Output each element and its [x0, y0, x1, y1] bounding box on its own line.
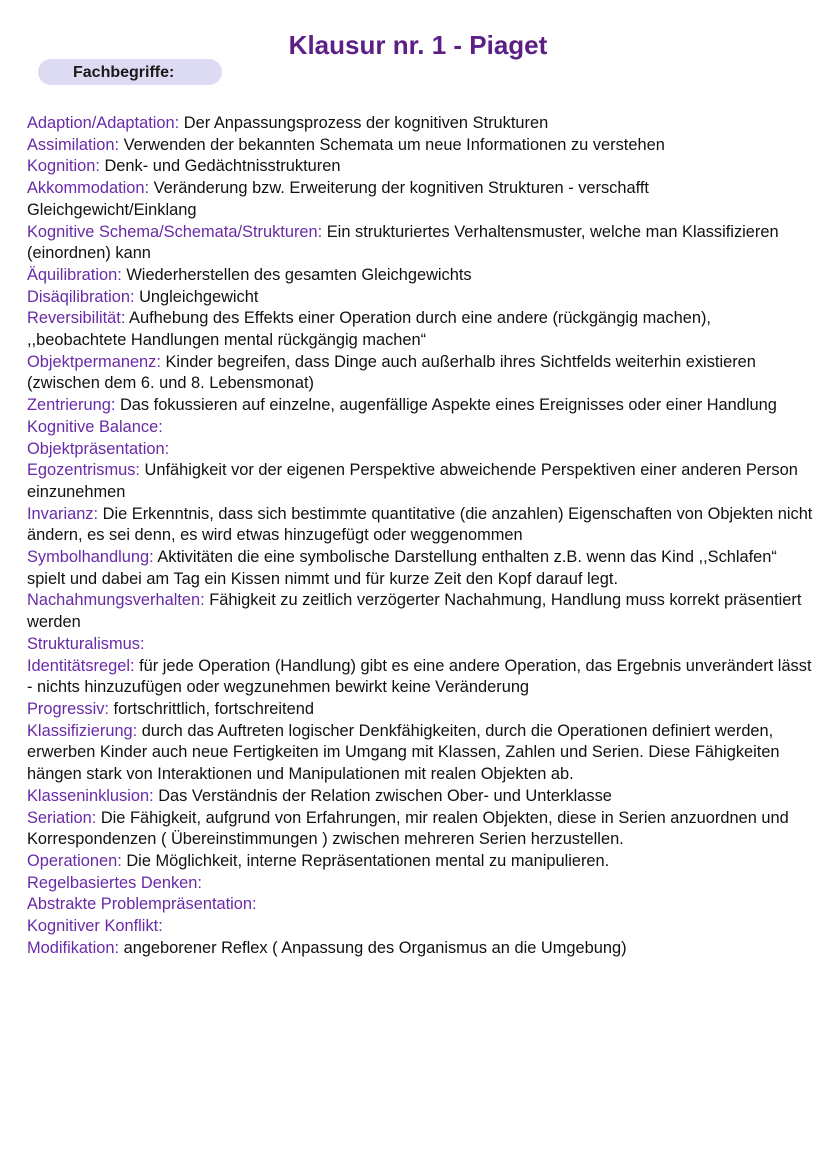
- term-item: [27, 417, 813, 439]
- term-name: Adaption/Adaptation:: [27, 114, 180, 132]
- term-definition: Veränderung bzw. Erweiterung der kognitiven Strukturen - verschafft Gleichgewicht/Einklang: [27, 179, 649, 219]
- term-name: Assimilation:: [27, 135, 119, 154]
- term-item: [27, 547, 813, 590]
- term-name: Akkommodation:: [27, 179, 150, 198]
- term-item: [27, 222, 813, 265]
- term-definition: fortschrittlich, fortschreitend: [113, 699, 314, 718]
- term-item: [27, 873, 813, 895]
- term-item: [27, 308, 813, 351]
- term-name: Klasseninklusion:: [27, 786, 154, 805]
- term-item: [27, 590, 813, 633]
- term-definition: Fähigkeit zu zeitlich verzögerter Nachahmung, Handlung muss korrekt präsentiert werden: [27, 591, 802, 632]
- term-name: Kognitive Balance:: [27, 417, 163, 436]
- term-definition: Denk- und Gedächtnisstrukturen: [104, 157, 341, 176]
- term-item: [27, 894, 813, 916]
- term-definition: Unfähigkeit vor der eigenen Perspektive abweichende Perspektiven einer anderen Person einzunehmen: [27, 461, 798, 501]
- section-badge: Fachbegriffe:: [38, 59, 222, 85]
- term-item: [27, 851, 813, 873]
- term-item: [27, 265, 813, 287]
- term-item: [27, 938, 813, 960]
- term-name: Abstrakte Problempräsentation:: [27, 895, 257, 914]
- term-name: Kognition:: [27, 157, 100, 176]
- term-name: Klassifizierung:: [27, 721, 138, 740]
- term-name: Zentrierung:: [27, 396, 116, 415]
- term-definition: Der Anpassungsprozess der kognitiven Strukturen: [183, 114, 549, 132]
- term-item: [27, 916, 813, 938]
- term-name: Reversibilität:: [27, 309, 126, 328]
- term-name: Objektpermanenz:: [27, 352, 161, 371]
- term-name: Disäqilibration:: [27, 287, 135, 306]
- term-definition: Das Verständnis der Relation zwischen Ober- und Unterklasse: [158, 786, 612, 805]
- term-definition: Verwenden der bekannten Schemata um neue Informationen zu verstehen: [123, 135, 665, 154]
- term-item: [27, 135, 813, 157]
- term-item: [27, 156, 813, 178]
- term-name: Seriation:: [27, 808, 97, 827]
- term-name: Symbolhandlung:: [27, 548, 154, 567]
- term-definition: Ein strukturiertes Verhaltensmuster, welche man Klassifizieren (einordnen) kann: [27, 222, 779, 263]
- term-name: Modifikation:: [27, 938, 120, 957]
- term-item: [27, 808, 813, 851]
- term-definition: angeborener Reflex ( Anpassung des Organismus an die Umgebung): [123, 938, 627, 957]
- term-item: [27, 634, 813, 656]
- term-item: [27, 113, 813, 135]
- term-name: Progressiv:: [27, 699, 109, 718]
- term-name: Nachahmungsverhalten:: [27, 591, 205, 610]
- term-name: Identitätsregel:: [27, 656, 135, 675]
- term-item: [27, 699, 813, 721]
- term-definition: Die Möglichkeit, interne Repräsentationen mental zu manipulieren.: [126, 851, 610, 870]
- term-name: Strukturalismus:: [27, 634, 145, 653]
- term-item: [27, 287, 813, 309]
- term-name: Kognitive Schema/Schemata/Strukturen:: [27, 222, 323, 241]
- term-definition: Das fokussieren auf einzelne, augenfällige Aspekte eines Ereignisses oder einer Handlung: [119, 396, 777, 415]
- term-definition: durch das Auftreten logischer Denkfähigkeiten, durch die Operationen definiert werden, erwerben Kinder auch neue Fertigkeiten im Umgang mit Klassen, Zahlen und Serien. Diese Fähigkeiten hängen stark von Interaktionen und Manipulationen mit realen Objekten ab.: [27, 721, 780, 784]
- term-name: Egozentrismus:: [27, 461, 140, 480]
- term-definition: Aktivitäten die eine symbolische Darstellung enthalten z.B. wenn das Kind ,,Schlafen“ spielt und dabei am Tag ein Kissen nimmt und für kurze Zeit den Kopf darauf legt.: [27, 548, 777, 588]
- term-item: [27, 786, 813, 808]
- term-item: [27, 656, 813, 699]
- term-definition: Kinder begreifen, dass Dinge auch außerhalb ihres Sichtfelds weiterhin existieren (zwischen dem 6. und 8. Lebensmonat): [27, 352, 756, 393]
- term-definition: Wiederherstellen des gesamten Gleichgewichts: [126, 265, 472, 284]
- term-item: [27, 395, 813, 417]
- term-definition: Die Erkenntnis, dass sich bestimmte quantitative (die anzahlen) Eigenschaften von Objekten nicht ändern, es sei denn, es wird etwas hinzugefügt oder weggenommen: [27, 504, 813, 545]
- term-list: [27, 113, 813, 959]
- term-name: Kognitiver Konflikt:: [27, 917, 163, 936]
- term-name: Objektpräsentation:: [27, 439, 170, 458]
- page-title: Klausur nr. 1 - Piaget: [288, 30, 548, 60]
- term-name: Regelbasiertes Denken:: [27, 873, 202, 892]
- term-name: Operationen:: [27, 851, 122, 870]
- term-definition: für jede Operation (Handlung) gibt es eine andere Operation, das Ergebnis unverändert lässt - nichts hinzuzufügen oder wegzunehmen bewirkt keine Veränderung: [27, 656, 812, 697]
- term-definition: Die Fähigkeit, aufgrund von Erfahrungen, mir realen Objekten, diese in Serien anzuordnen und Korrespondenzen ( Übereinstimmungen ) zwischen mehreren Serien herzustellen.: [27, 808, 789, 849]
- term-definition: Aufhebung des Effekts einer Operation durch eine andere (rückgängig machen), ,,beobachtete Handlungen mental rückgängig machen“: [27, 309, 711, 350]
- term-item: [27, 460, 813, 503]
- term-name: Äquilibration:: [27, 265, 122, 284]
- term-item: [27, 178, 813, 221]
- term-item: [27, 504, 813, 547]
- term-item: [27, 721, 813, 786]
- term-item: [27, 352, 813, 395]
- term-definition: Ungleichgewicht: [139, 287, 259, 306]
- term-name: Invarianz:: [27, 504, 99, 523]
- term-item: [27, 439, 813, 461]
